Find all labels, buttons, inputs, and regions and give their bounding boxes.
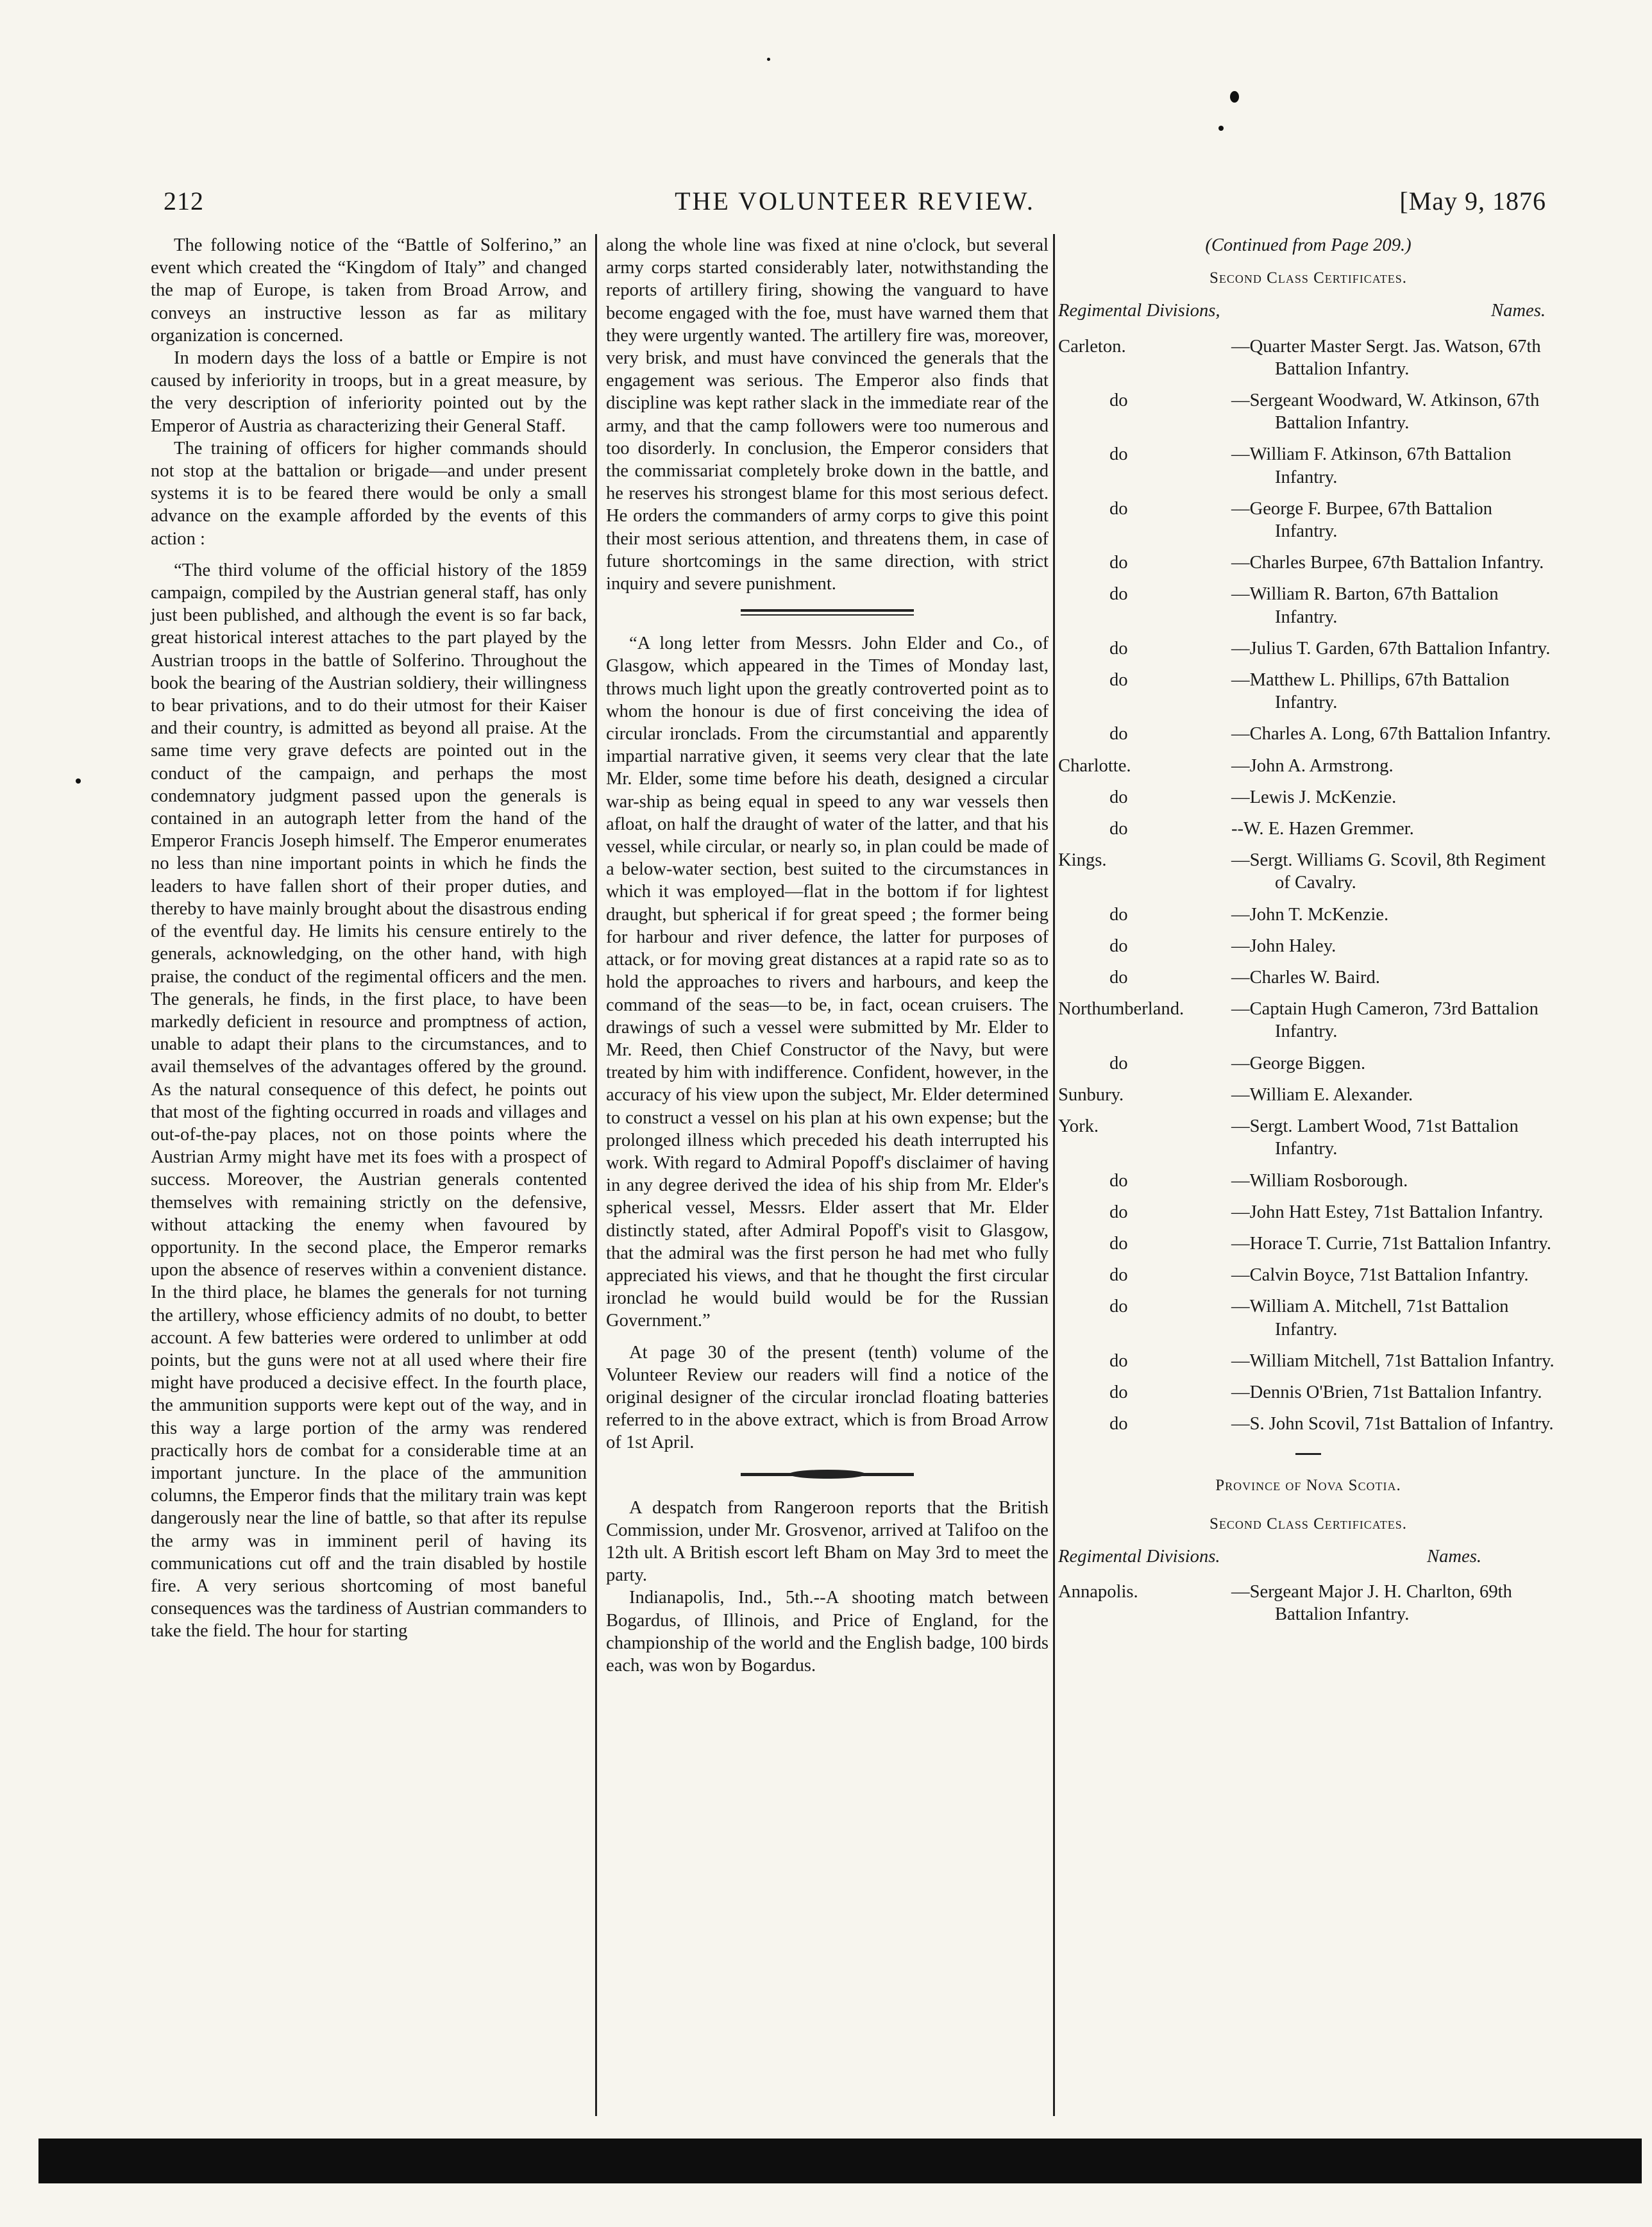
regimental-division: do — [1109, 1265, 1128, 1286]
certificate-row — [1058, 1170, 1558, 1192]
certificate-name: —John T. McKenzie. — [1231, 904, 1389, 925]
regimental-division: Sunbury. — [1058, 1084, 1124, 1105]
regimental-division: do — [1109, 724, 1128, 744]
ornamental-divider — [741, 1470, 914, 1479]
certificate-name: —Quarter Master Sergt. Jas. Watson, 67th Battalion Infantry. — [1231, 336, 1541, 379]
column-rule-2 — [1053, 234, 1055, 2116]
certificate-name: —Sergeant Woodward, W. Atkinson, 67th Battalion Infantry. — [1231, 391, 1540, 433]
certificate-row — [1058, 1052, 1558, 1075]
certificate-name: —Sergt. Williams G. Scovil, 8th Regiment of Cavalry. — [1231, 850, 1546, 893]
regimental-division: do — [1109, 1414, 1128, 1434]
article-paragraph: At page 30 of the present (tenth) volume of the Volunteer Review our readers will find a notice of the original designer of the circular ironclad floating batteries referred to in the above extract, which is from Broad Arrow of 1st April. — [606, 1342, 1049, 1453]
certificate-row — [1058, 498, 1558, 542]
article-paragraph: The following notice of the “Battle of Solferino,” an event which created the “Kingdom of Italy” and changed the map of Europe, is taken from Broad Arrow, and conveys an instructive lesson as far as military organization is concerned. — [151, 235, 587, 346]
certificate-row — [1058, 1295, 1558, 1340]
certificate-row — [1058, 1413, 1558, 1435]
certificate-row — [1058, 443, 1558, 488]
ink-spot — [1230, 91, 1239, 103]
certificate-row — [1058, 1201, 1558, 1223]
certificate-name: —John Hatt Estey, 71st Battalion Infantry. — [1231, 1202, 1544, 1222]
regimental-division: do — [1109, 904, 1128, 925]
page-header — [164, 186, 1546, 224]
certificate-row — [1058, 818, 1558, 840]
certificate-row — [1058, 755, 1558, 777]
certificate-name: —William Rosborough. — [1231, 1170, 1408, 1191]
divisions-header: Regimental Divisions. — [1058, 1546, 1220, 1567]
section-divider — [1295, 1453, 1321, 1455]
certificates-heading: Second Class Certificates. — [1210, 269, 1407, 287]
certificate-name: —William R. Barton, 67th Battalion Infantry. — [1231, 584, 1499, 627]
regimental-division: do — [1109, 391, 1128, 411]
article-paragraph: along the whole line was fixed at nine o'clock, but several army corps started considerably later, notwithstanding the reports of artillery firing, showing the vanguard to have become engaged with the foe, must have warned them that they were urgently wanted. The artillery fire was, moreover, very brisk, and must have convinced the generals that the engagement was serious. The Emperor also finds that discipline was kept rather slack in the immediate rear of the army, and that the camp followers were too numerous and too disorderly. In conclusion, the Emperor considers that the commissariat completely broke down in the battle, and he reserves his strongest blame for this most serious defect. He orders the commanders of army corps to give this point their most serious attention, and threatens them, in case of future shortcomings in the same direction, with strict inquiry and severe punishment. — [606, 235, 1049, 594]
certificate-row — [1058, 903, 1558, 926]
certificate-row — [1058, 1232, 1558, 1255]
regimental-division: do — [1109, 1382, 1128, 1402]
certificate-row — [1058, 998, 1558, 1043]
table-header — [1058, 299, 1558, 322]
certificate-row — [1058, 786, 1558, 809]
certificate-row — [1058, 935, 1558, 957]
certificate-name: —George Biggen. — [1231, 1053, 1366, 1073]
regimental-division: do — [1109, 670, 1128, 691]
divisions-header: Regimental Divisions, — [1058, 301, 1220, 321]
certificate-name: —Charles Burpee, 67th Battalion Infantry. — [1231, 553, 1544, 573]
column-1 — [151, 234, 587, 1643]
regimental-division: do — [1109, 819, 1128, 839]
certificate-name: —Dennis O'Brien, 71st Battalion Infantry. — [1231, 1382, 1542, 1402]
certificate-name: —Sergt. Lambert Wood, 71st Battalion Infantry. — [1231, 1116, 1519, 1159]
certificate-row — [1058, 1381, 1558, 1404]
certificate-row — [1058, 1115, 1558, 1160]
certificate-row — [1058, 335, 1558, 380]
regimental-division: Charlotte. — [1058, 755, 1131, 776]
certificates-list — [1058, 1581, 1558, 1626]
names-header: Names. — [1427, 1546, 1481, 1567]
certificate-row — [1058, 1084, 1558, 1106]
certificate-name: —S. John Scovil, 71st Battalion of Infantry. — [1231, 1414, 1554, 1434]
certificate-name: —Julius T. Garden, 67th Battalion Infantry. — [1231, 638, 1551, 659]
certificate-row — [1058, 1264, 1558, 1286]
certificate-name: —William E. Alexander. — [1231, 1084, 1413, 1105]
certificate-row — [1058, 583, 1558, 628]
article-paragraph: Indianapolis, Ind., 5th.--A shooting match between Bogardus, of Illinois, and Price of England, for the championship of the world and the English badge, 100 birds each, was won by Bogardus. — [606, 1588, 1049, 1676]
certificate-name: —Horace T. Currie, 71st Battalion Infantry. — [1231, 1233, 1551, 1254]
section-divider — [741, 609, 914, 616]
article-quote: “The third volume of the official history of the 1859 campaign, compiled by the Austrian general staff, has only just been published, and although the event is so far back, great historical interest attaches to the part played by the Austrian troops in the battle of Solferino. Throughout the book the bearing of the Austrian soldiery, their willingness to bear privations, and to do their utmost for their Kaiser and their country, is admitted as beyond all praise. At the same time very grave defects are pointed out in the conduct of the campaign, and perhaps the most condemnatory judgment passed upon the generals is contained in an autograph letter from the hand of the Emperor Francis Joseph himself. The Emperor enumerates no less than nine important points in which he finds the leaders to have fallen short of their proper duties, and thereby to have mainly brought about the disastrous ending of the eventful day. He limits his censure entirely to the generals, acknowledging, on the other hand, with high praise, the conduct of the regimental officers and the men. The generals, he finds, in the first place, to have been markedly deficient in resource and promptness of action, unable to adapt their plans to the circumstances, and to avail themselves of the advantages offered by the ground. As the natural consequence of this defect, he points out that most of the fighting occurred in roads and villages and out-of-the-pay places, not on those points where the Austrian Army might have met its foes with a prospect of success. Moreover, the Austrian generals contented themselves with remaining strictly on the defensive, without attacking the enemy when favoured by opportunity. In the second place, the Emperor remarks upon the absence of reserves within a convenient distance. In the third place, he blames the generals for not turning the artillery, whose efficiency admits of no doubt, to better account. A few batteries were ordered to unlimber at odd points, but the guns were not at all used where their fire might have produced a decisive effect. In the fourth place, the ammunition supports were kept out of the way, and in this way a large portion of the army was rendered practically hors de combat for a considerable time at an important juncture. In the place of the ammunition columns, the Emperor finds that the military train was kept dangerously near the line of battle, so that after its repulse the army was in imminent peril of having its communications cut off and the train disabled by hostile fire. A very serious shortcoming of most baneful consequences was the tardiness of Austrian commanders to take the field. The hour for starting — [151, 560, 587, 1642]
certificate-row — [1058, 551, 1558, 574]
regimental-division: Kings. — [1058, 850, 1107, 871]
certificate-name: —John A. Armstrong. — [1231, 755, 1394, 776]
article-paragraph: A despatch from Rangeroon reports that the British Commission, under Mr. Grosvenor, arrived at Talifoo on the 12th ult. A British escort left Bham on May 3rd to meet the party. — [606, 1497, 1049, 1586]
publication-title: THE VOLUNTEER REVIEW. — [675, 187, 1035, 215]
certificate-row — [1058, 669, 1558, 714]
names-header: Names. — [1491, 301, 1546, 321]
certificate-name: —Charles A. Long, 67th Battalion Infantry. — [1231, 724, 1551, 744]
certificate-row — [1058, 637, 1558, 660]
regimental-division: do — [1109, 787, 1128, 807]
regimental-division: do — [1109, 638, 1128, 659]
certificate-row — [1058, 723, 1558, 745]
column-rule-1 — [595, 234, 597, 2116]
certificate-name: —William A. Mitchell, 71st Battalion Infantry. — [1231, 1297, 1509, 1340]
regimental-division: Northumberland. — [1058, 999, 1184, 1020]
certificate-name: —Sergeant Major J. H. Charlton, 69th Battalion Infantry. — [1231, 1581, 1512, 1625]
regimental-division: do — [1109, 1297, 1128, 1317]
certificates-heading: Second Class Certificates. — [1210, 1515, 1407, 1533]
article-paragraph: “A long letter from Messrs. John Elder and Co., of Glasgow, which appeared in the Times of Monday last, throws much light upon the greatly controverted point as to whom the honour is due of first conceiving the idea of circular ironclads. From the circumstantial and apparently impartial narrative given, it seems very clear that the late Mr. Elder, some time before his death, designed a circular war-ship as being equal in speed to any war vessels then afloat, on half the draught of water of the latter, and that his vessel, while circular, or nearly so, in plan could be made of a below-water section, best suited to the circumstances in which it was employed—flat in the bottom if for lightest draught, but spherical if for great speed ; the former being for harbour and river defence, the latter for purposes of attack, or for moving great distances at a rapid rate so as to hold the approaches to rivers and harbours, and keep the command of the seas—to be, in fact, ocean cruisers. The drawings of such a vessel were submitted by Mr. Elder to Mr. Reed, then Chief Constructor of the Navy, but were treated by him with indifference. Confident, however, in the accuracy of his view upon the subject, Mr. Elder determined to construct a vessel on his plan at his own expense; but the prolonged illness which preceded his death interrupted his work. With regard to Admiral Popoff's disclaimer of having in any degree derived the idea of his ship from Mr. Elder's spherical vessel, Messrs. Elder assert that Mr. Elder distinctly stated, after Admiral Popoff's visit to Glasgow, that the admiral was the first person he had met who fully appreciated his views, and that he thought the first circular ironclad he would build would be for the Russian Government.” — [606, 634, 1049, 1331]
scan-edge-bar — [38, 2139, 1642, 2183]
ink-spot — [1218, 126, 1224, 131]
certificate-name: —Lewis J. McKenzie. — [1231, 787, 1397, 807]
certificate-name: —Matthew L. Phillips, 67th Battalion Infantry. — [1231, 670, 1510, 713]
certificate-row — [1058, 1581, 1558, 1626]
regimental-division: do — [1109, 968, 1128, 988]
regimental-division: do — [1109, 1233, 1128, 1254]
certificate-name: —John Haley. — [1231, 936, 1336, 956]
issue-date: [May 9, 1876 — [1399, 187, 1546, 215]
certificate-name: —William Mitchell, 71st Battalion Infantry. — [1231, 1350, 1555, 1371]
regimental-division: do — [1109, 1053, 1128, 1073]
certificate-row — [1058, 389, 1558, 434]
certificate-name: —Captain Hugh Cameron, 73rd Battalion Infantry. — [1231, 999, 1538, 1042]
regimental-division: do — [1109, 553, 1128, 573]
ink-spot — [767, 58, 770, 61]
page-number: 212 — [164, 187, 204, 215]
regimental-division: do — [1109, 498, 1128, 519]
certificate-name: —George F. Burpee, 67th Battalion Infantry. — [1231, 498, 1492, 542]
certificate-row — [1058, 849, 1558, 894]
ink-spot — [76, 778, 81, 784]
certificate-name: —Charles W. Baird. — [1231, 968, 1380, 988]
article-paragraph: In modern days the loss of a battle or Empire is not caused by inferiority in troops, but in a great measure, by the very description of inferiority pointed out by the Emperor of Austria as characterizing their General Staff. — [151, 348, 587, 436]
certificate-name: —William F. Atkinson, 67th Battalion Infantry. — [1231, 444, 1512, 487]
certificate-row — [1058, 1350, 1558, 1372]
column-3 — [1058, 234, 1558, 1635]
column-2 — [606, 234, 1049, 1677]
continued-note: (Continued from Page 209.) — [1205, 235, 1412, 255]
table-header — [1058, 1545, 1558, 1568]
regimental-division: do — [1109, 584, 1128, 605]
certificates-list — [1058, 335, 1558, 1436]
certificate-row — [1058, 966, 1558, 989]
province-heading: Province of Nova Scotia. — [1215, 1477, 1401, 1495]
regimental-division: do — [1109, 1202, 1128, 1222]
article-paragraph: The training of officers for higher commands should not stop at the battalion or brigade—and under present systems it is to be feared there would be only a small advance on the example afforded by the events of this action : — [151, 438, 587, 549]
certificate-name: --W. E. Hazen Gremmer. — [1231, 819, 1414, 839]
regimental-division: do — [1109, 936, 1128, 956]
regimental-division: Annapolis. — [1058, 1581, 1138, 1602]
regimental-division: York. — [1058, 1116, 1099, 1137]
regimental-division: do — [1109, 1350, 1128, 1371]
regimental-division: do — [1109, 444, 1128, 465]
regimental-division: do — [1109, 1170, 1128, 1191]
regimental-division: Carleton. — [1058, 336, 1126, 357]
certificate-name: —Calvin Boyce, 71st Battalion Infantry. — [1231, 1265, 1529, 1286]
